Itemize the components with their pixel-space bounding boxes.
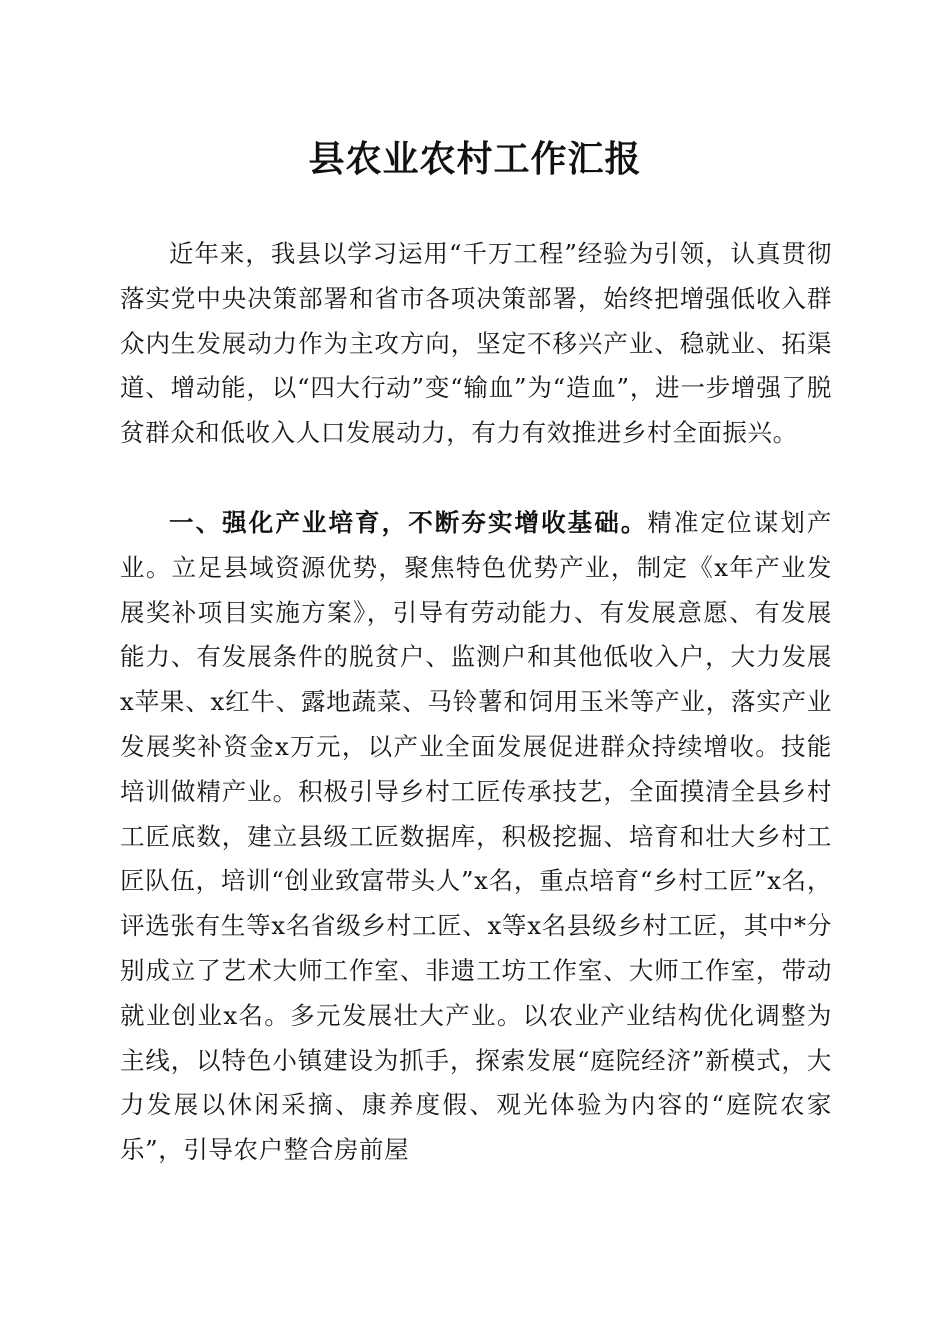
section-one-paragraph xyxy=(120,501,832,1173)
document-title: 县农业农村工作汇报 xyxy=(308,138,642,180)
section-one-heading: 一、强化产业培育，不断夯实增收基础。 xyxy=(169,508,648,537)
intro-paragraph: 近年来，我县以学习运用“千万工程”经验为引领，认真贯彻落实党中央决策部署和省市各项决策部署，始终把增强低收入群众内生发展动力作为主攻方向，坚定不移兴产业、稳就业、拓渠道、增动能，以“四大行动”变“输血”为“造血”，进一步增强了脱贫群众和低收入人口发展动力，有力有效推进乡村全面振兴。 xyxy=(120,239,832,448)
section-one-body: 精准定位谋划产业。立足县域资源优势，聚焦特色优势产业，制定《x年产业发展奖补项目实施方案》，引导有劳动能力、有发展意愿、有发展能力、有发展条件的脱贫户、监测户和其他低收入户，大力发展x苹果、x红牛、露地蔬菜、马铃薯和饲用玉米等产业，落实产业发展奖补资金x万元，以产业全面发展促进群众持续增收。技能培训做精产业。积极引导乡村工匠传承技艺，全面摸清全县乡村工匠底数，建立县级工匠数据库，积极挖掘、培育和壮大乡村工匠队伍，培训“创业致富带头人”x名，重点培育“乡村工匠”x名，评选张有生等x名省级乡村工匠、x等x名县级乡村工匠，其中*分别成立了艺术大师工作室、非遗工坊工作室、大师工作室，带动就业创业x名。多元发展壮大产业。以农业产业结构优化调整为主线，以特色小镇建设为抓手，探索发展“庭院经济”新模式，大力发展以休闲采摘、康养度假、观光体验为内容的“庭院农家乐”，引导农户整合房前屋 xyxy=(120,508,832,1165)
